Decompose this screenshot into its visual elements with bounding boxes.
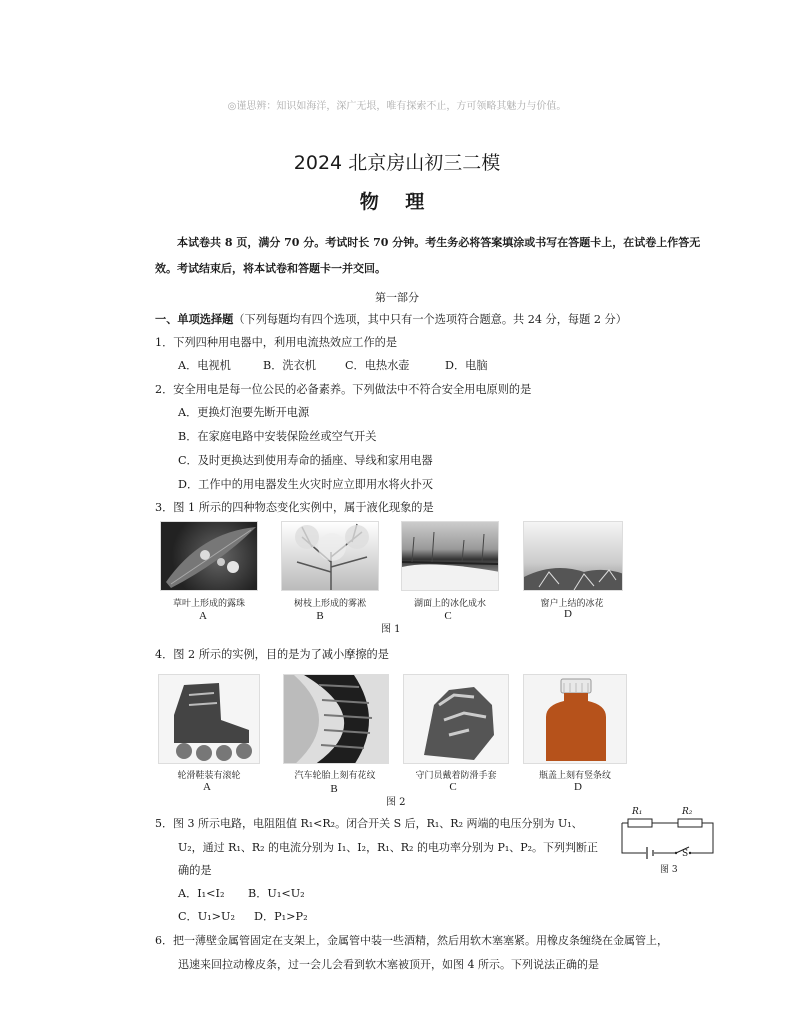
q1-option-b: B．洗衣机 xyxy=(263,359,316,372)
q2-stem: 2．安全用电是每一位公民的必备素养。下列做法中不符合安全用电原则的是 xyxy=(155,383,532,396)
q3-image-ice-melt xyxy=(401,521,499,591)
q3-letter-b: B xyxy=(316,610,324,622)
circuit-diagram xyxy=(618,815,718,861)
exam-title: 2024 北京房山初三二模 xyxy=(293,152,501,174)
q3-image-frost-window xyxy=(523,521,623,591)
figure-1-label: 图 1 xyxy=(381,624,401,635)
q4-letter-b: B xyxy=(330,783,338,795)
q5-option-c: C．U₁>U₂ xyxy=(178,910,235,923)
section-heading xyxy=(155,311,627,327)
q4-image-tire xyxy=(283,674,389,764)
q5-options-row-1 xyxy=(178,885,305,901)
q4-letter-d: D xyxy=(574,781,582,793)
circuit-label-r2: R₂ xyxy=(682,807,693,817)
q1-option-a: A．电视机 xyxy=(178,359,231,372)
q2-option-b: B．在家庭电路中安装保险丝或空气开关 xyxy=(178,430,377,443)
q3-letter-c: C xyxy=(444,610,452,622)
q5-options-row-2 xyxy=(178,908,308,924)
q3-caption-b: 树枝上形成的雾凇 xyxy=(293,599,366,609)
battery-symbol xyxy=(647,847,653,859)
resistor-r2 xyxy=(678,819,702,827)
q4-image-skates xyxy=(158,674,260,764)
q5-line-1: 5．图 3 所示电路，电阻阻值 R₁<R₂。闭合开关 S 后，R₁、R₂ 两端的电压分别为 U₁、 xyxy=(155,817,583,830)
resistor-r1 xyxy=(628,819,652,827)
q6-line-1: 6．把一薄壁金属管固定在支架上，金属管中装一些酒精，然后用软木塞塞紧。用橡皮条缠绕在金属管上， xyxy=(155,934,668,947)
q5-option-a: A．I₁<I₂ xyxy=(178,887,225,900)
q3-caption-d: 窗户上结的冰花 xyxy=(540,599,604,609)
subject-title: 物 理 xyxy=(359,191,435,213)
q3-caption-c: 湖面上的冰化成水 xyxy=(413,599,486,609)
q3-image-rime xyxy=(281,521,379,591)
q1-option-d: D．电脑 xyxy=(445,359,488,372)
q4-image-bottle xyxy=(523,674,627,764)
q4-caption-d: 瓶盖上刻有竖条纹 xyxy=(538,771,611,781)
q3-letter-d: D xyxy=(564,608,572,620)
q5-option-b: B．U₁<U₂ xyxy=(248,887,305,900)
q5-line-3: 确的是 xyxy=(178,864,212,877)
q3-letter-a: A xyxy=(199,610,207,622)
instructions: 本试卷共 8 页，满分 70 分。考试时长 70 分钟。考生务必将答案填涂或书写在答题卡上，在试卷上作答无效。考试结束后，将本试卷和答题卡一并交回。 xyxy=(155,236,701,275)
q1-stem: 1．下列四种用电器中，利用电流热效应工作的是 xyxy=(155,336,398,349)
figure-3-label: 图 3 xyxy=(660,865,678,875)
q5-option-d: D．P₁>P₂ xyxy=(254,910,308,923)
figure-2-label: 图 2 xyxy=(386,797,406,808)
q5-line-2: U₂，通过 R₁、R₂ 的电流分别为 I₁、I₂，R₁、R₂ 的电功率分别为 P₁、P₂。下列判断正 xyxy=(178,841,599,854)
circuit-label-switch: S xyxy=(682,849,689,859)
q4-caption-a: 轮滑鞋装有滚轮 xyxy=(177,771,241,781)
q4-letter-a: A xyxy=(203,781,211,793)
section-note: （下列每题均有四个选项，其中只有一个选项符合题意。共 24 分，每题 2 分） xyxy=(233,313,627,326)
q2-option-c: C．及时更换达到使用寿命的插座、导线和家用电器 xyxy=(178,454,433,467)
q2-option-d: D．工作中的用电器发生火灾时应立即用水将火扑灭 xyxy=(178,478,434,491)
watermark: ◎谨思辨：知识如海洋，深广无垠，唯有探索不止，方可领略其魅力与价值。 xyxy=(227,101,567,112)
q3-image-dew xyxy=(160,521,258,591)
q3-stem: 3．图 1 所示的四种物态变化实例中，属于液化现象的是 xyxy=(155,501,434,514)
q6-line-2: 迅速来回拉动橡皮条，过一会儿会看到软木塞被顶开，如图 4 所示。下列说法正确的是 xyxy=(178,958,599,971)
q4-caption-c: 守门员戴着防滑手套 xyxy=(415,771,497,781)
part-label: 第一部分 xyxy=(375,291,419,304)
section-title: 一、单项选择题 xyxy=(155,312,234,326)
q2-option-a: A．更换灯泡要先断开电源 xyxy=(178,406,310,419)
q4-image-gloves xyxy=(403,674,509,764)
q1-options xyxy=(178,357,488,373)
q4-stem: 4．图 2 所示的实例，目的是为了减小摩擦的是 xyxy=(155,648,389,661)
q4-letter-c: C xyxy=(449,781,457,793)
q1-option-c: C．电热水壶 xyxy=(345,359,410,372)
q3-caption-a: 草叶上形成的露珠 xyxy=(172,599,245,609)
q4-caption-b: 汽车轮胎上刻有花纹 xyxy=(294,771,376,781)
circuit-label-r1: R₁ xyxy=(632,807,643,817)
